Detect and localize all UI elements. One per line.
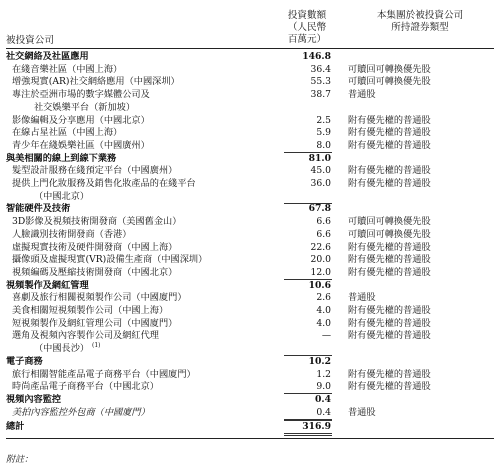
- amount-value: 0.4: [315, 393, 331, 405]
- security-type: 可贖回可轉換優先股: [348, 63, 431, 75]
- amount-value: 81.0: [308, 152, 331, 164]
- amount-value: 0.4: [316, 406, 331, 418]
- amount-value: 4.0: [316, 305, 331, 316]
- table-row: [0, 102, 500, 114]
- amount-value: 36.4: [310, 63, 331, 75]
- table-row: [0, 318, 500, 330]
- amount-value: 10.6: [308, 279, 331, 291]
- amount-value: 1.2: [316, 368, 331, 380]
- company-label: 在線占星社區（中國上海）: [12, 127, 123, 139]
- header-type-line: 本集團於被投資公司: [376, 10, 464, 21]
- category-row: [0, 51, 500, 63]
- amount-value: 22.6: [310, 241, 331, 253]
- security-type: 附有優先權的普通股: [348, 139, 431, 151]
- security-type: 普通股: [348, 89, 376, 101]
- company-label: 在綫音樂社區（中國上海）: [12, 63, 123, 75]
- security-type: 附有優先權的普通股: [348, 127, 431, 139]
- company-label: 髮型設計服務在綫預定平台（中國廣州）: [12, 165, 178, 177]
- company-label: 社交娛樂平台（新加坡）: [34, 101, 136, 113]
- amount-value: 20.0: [310, 254, 331, 266]
- security-type: 附有優先權的普通股: [348, 368, 431, 380]
- company-label: 視頻內容監控: [6, 393, 62, 405]
- table-row: [0, 254, 500, 266]
- header-rule: [6, 48, 494, 49]
- company-label: （中國長沙）: [34, 343, 90, 355]
- category-row: [0, 394, 500, 406]
- company-label: 電子商務: [6, 355, 43, 367]
- table-row: [0, 407, 500, 419]
- header-amount: [279, 10, 335, 46]
- header-security-type: [347, 10, 493, 34]
- amount-value: 12.0: [310, 266, 331, 278]
- company-label: 短視頻製作及網紅管理公司（中國廈門）: [12, 317, 178, 329]
- security-type: 附有優先權的普通股: [348, 381, 431, 393]
- amount-value: 316.9: [302, 421, 331, 433]
- amount-value: 6.6: [316, 216, 331, 228]
- table-row: [0, 369, 500, 381]
- amount-value: 55.3: [310, 76, 331, 88]
- security-type: 附有優先權的普通股: [348, 266, 431, 278]
- company-label: 視頻製作及網紅管理: [6, 279, 89, 291]
- company-label: 人臉識別技術開發商（香港）: [12, 228, 132, 240]
- table-row: [0, 191, 500, 203]
- table-row: [0, 216, 500, 228]
- security-type: 附有優先權的普通股: [348, 114, 431, 126]
- category-row: [0, 280, 500, 292]
- table-row: [0, 381, 500, 393]
- footnote-marker: (1): [92, 342, 101, 350]
- header-type-line: 所持證券類型: [391, 22, 449, 33]
- table-row: [0, 267, 500, 279]
- security-type: 附有優先權的普通股: [348, 254, 431, 266]
- company-label: 與美相關的線上到線下業務: [6, 152, 117, 164]
- amount-value: 38.7: [310, 89, 331, 101]
- amount-value: 10.2: [308, 355, 331, 367]
- security-type: 附有優先權的普通股: [348, 178, 431, 189]
- company-label: 虛擬現實技術及硬件開發商（中國上海）: [12, 241, 178, 253]
- total-rule: [284, 420, 332, 421]
- amount-value: 2.6: [316, 292, 331, 304]
- security-type: 附有優先權的普通股: [348, 330, 431, 342]
- category-row: [0, 153, 500, 165]
- security-type: 附有優先權的普通股: [348, 305, 431, 316]
- company-label: 社交網絡及社區應用: [6, 51, 89, 62]
- company-label: 視頻編碼及壓縮技術開發商（中國北京）: [12, 266, 178, 278]
- amount-value: 146.8: [302, 51, 331, 62]
- table-row: [0, 76, 500, 88]
- company-label: 美拍內容監控外包商（中國廈門）: [12, 406, 150, 418]
- total-full-rule: [6, 438, 494, 439]
- company-label: 提供上門化妝服務及銷售化妝產品的在綫平台: [12, 178, 196, 189]
- security-type: 附有優先權的普通股: [348, 241, 431, 253]
- table-row: [0, 305, 500, 317]
- amount-value: —: [321, 330, 331, 342]
- company-label: 3D影像及視頻技術開發商（美國舊金山）: [12, 216, 182, 228]
- amount-value: 5.9: [316, 127, 331, 139]
- security-type: 普通股: [348, 406, 376, 418]
- company-label: 總計: [6, 421, 25, 433]
- amount-value: 9.0: [316, 381, 331, 393]
- security-type: 可贖回可轉換優先股: [348, 228, 431, 240]
- security-type: 可贖回可轉換優先股: [348, 76, 431, 88]
- company-label: 專注於亞洲市場的數字媒體公司及: [12, 89, 150, 101]
- header-company: 被投資公司: [6, 35, 54, 46]
- table-row: [0, 89, 500, 101]
- security-type: 附有優先權的普通股: [348, 317, 431, 329]
- company-label: 喜劇及旅行相關視頻製作公司（中國廈門）: [12, 292, 187, 304]
- header-amount-line: 百萬元）: [287, 34, 327, 45]
- company-label: 美食相關短視頻製作公司（中國上海）: [12, 305, 169, 316]
- amount-value: 45.0: [310, 165, 331, 177]
- table-row: [0, 242, 500, 254]
- company-label: 青少年在綫娛樂社區（中國廣州）: [12, 139, 150, 151]
- total-rule: [284, 433, 332, 434]
- footnote-label: 附註：: [6, 455, 34, 465]
- table-row: [0, 115, 500, 127]
- table-row: [0, 127, 500, 139]
- table-row: [0, 64, 500, 76]
- total-rule: [284, 435, 332, 436]
- amount-value: 67.8: [308, 203, 331, 215]
- company-label: 智能硬件及技術: [6, 203, 71, 215]
- table-row: [0, 165, 500, 177]
- security-type: 附有優先權的普通股: [348, 165, 431, 177]
- table-row: [0, 343, 500, 355]
- table-row: [0, 330, 500, 342]
- security-type: 普通股: [348, 292, 376, 304]
- security-type: 可贖回可轉換優先股: [348, 216, 431, 228]
- amount-value: 2.5: [316, 114, 331, 126]
- table-row: [0, 292, 500, 304]
- total-row: [0, 421, 500, 433]
- amount-value: 8.0: [316, 139, 331, 151]
- category-row: [0, 356, 500, 368]
- company-label: 攝像頭及虛擬現實(VR)設備生產商（中國深圳）: [12, 254, 208, 266]
- company-label: 時尚產品電子商務平台（中國北京）: [12, 381, 159, 393]
- company-label: 影像編輯及分享應用（中國北京）: [12, 114, 150, 126]
- amount-value: 6.6: [316, 228, 331, 240]
- table-row: [0, 140, 500, 152]
- company-label: 增強現實(AR)社交網絡應用（中國深圳）: [12, 76, 180, 88]
- amount-value: 36.0: [310, 178, 331, 189]
- company-label: 選角及視頻內容製作公司及網紅代理: [12, 330, 159, 342]
- company-label: （中國北京）: [34, 190, 90, 202]
- header-amount-line: 投資數額: [287, 10, 327, 21]
- table-row: [0, 178, 500, 190]
- category-row: [0, 203, 500, 215]
- table-row: [0, 229, 500, 241]
- header-amount-line: （人民幣: [287, 22, 327, 33]
- company-label: 旅行相關智能產品電子商務平台（中國廈門）: [12, 368, 196, 380]
- amount-value: 4.0: [316, 317, 331, 329]
